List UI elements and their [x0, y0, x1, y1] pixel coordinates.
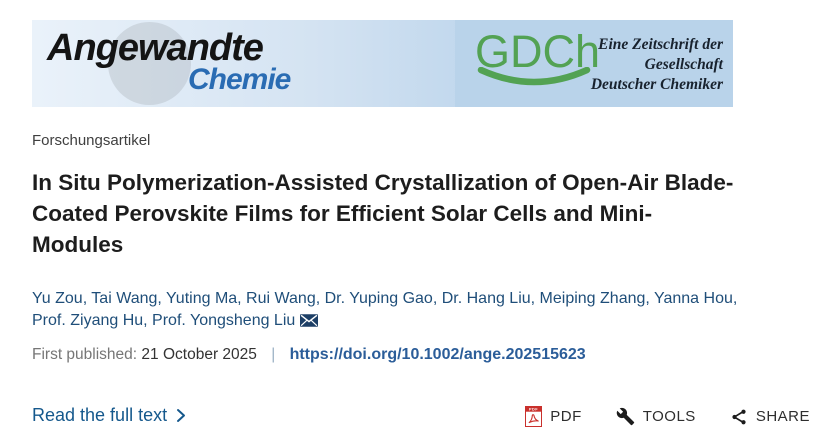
journal-banner	[32, 20, 733, 107]
gdch-panel	[455, 20, 733, 107]
chevron-right-icon	[176, 408, 186, 423]
article-type-label: Forschungsartikel	[32, 132, 151, 149]
gdch-logo	[475, 28, 600, 91]
article-title: In Situ Polymerization-Assisted Crystallization of Open-Air Blade-Coated Perovskite Films for Efficient Solar Cells and Mini-Modules	[32, 170, 734, 257]
share-button[interactable]	[730, 408, 810, 426]
share-icon	[730, 408, 748, 426]
author-list[interactable]	[32, 288, 760, 334]
envelope-icon[interactable]	[300, 312, 318, 334]
journal-name-logo: Angewandte	[47, 27, 263, 69]
publication-line	[32, 346, 586, 364]
read-full-text-link[interactable]	[32, 405, 186, 426]
separator: |	[271, 346, 276, 363]
wrench-icon	[616, 407, 635, 426]
first-published-label: First published:	[32, 346, 138, 363]
tools-button[interactable]	[616, 407, 696, 426]
pdf-label: PDF	[550, 408, 582, 425]
gdch-tagline-line3: Deutscher Chemiker	[590, 76, 723, 93]
share-label: SHARE	[755, 408, 810, 425]
first-published-date: 21 October 2025	[141, 346, 257, 363]
tools-label: TOOLS	[642, 408, 696, 425]
gdch-tagline-line2: Gesellschaft	[644, 56, 723, 73]
pdf-button[interactable]	[525, 406, 582, 427]
article-toolbar	[525, 406, 810, 427]
read-full-text-label[interactable]: Read the full text	[32, 405, 168, 425]
gdch-tagline-line1: Eine Zeitschrift der	[598, 36, 723, 53]
svg-text:PDF: PDF	[529, 407, 539, 412]
gdch-tagline	[591, 35, 723, 95]
journal-subname-logo: Chemie	[188, 63, 291, 96]
author-names[interactable]: Yu Zou, Tai Wang, Yuting Ma, Rui Wang, Dr. Yuping Gao, Dr. Hang Liu, Meiping Zhang, Yanna Hou, Prof. Ziyang Hu, Prof. Yongsheng Liu	[32, 290, 738, 329]
gdch-wordmark: GDCh	[475, 26, 601, 77]
doi-link[interactable]: https://doi.org/10.1002/ange.202515623	[289, 346, 586, 363]
pdf-icon	[525, 406, 542, 427]
